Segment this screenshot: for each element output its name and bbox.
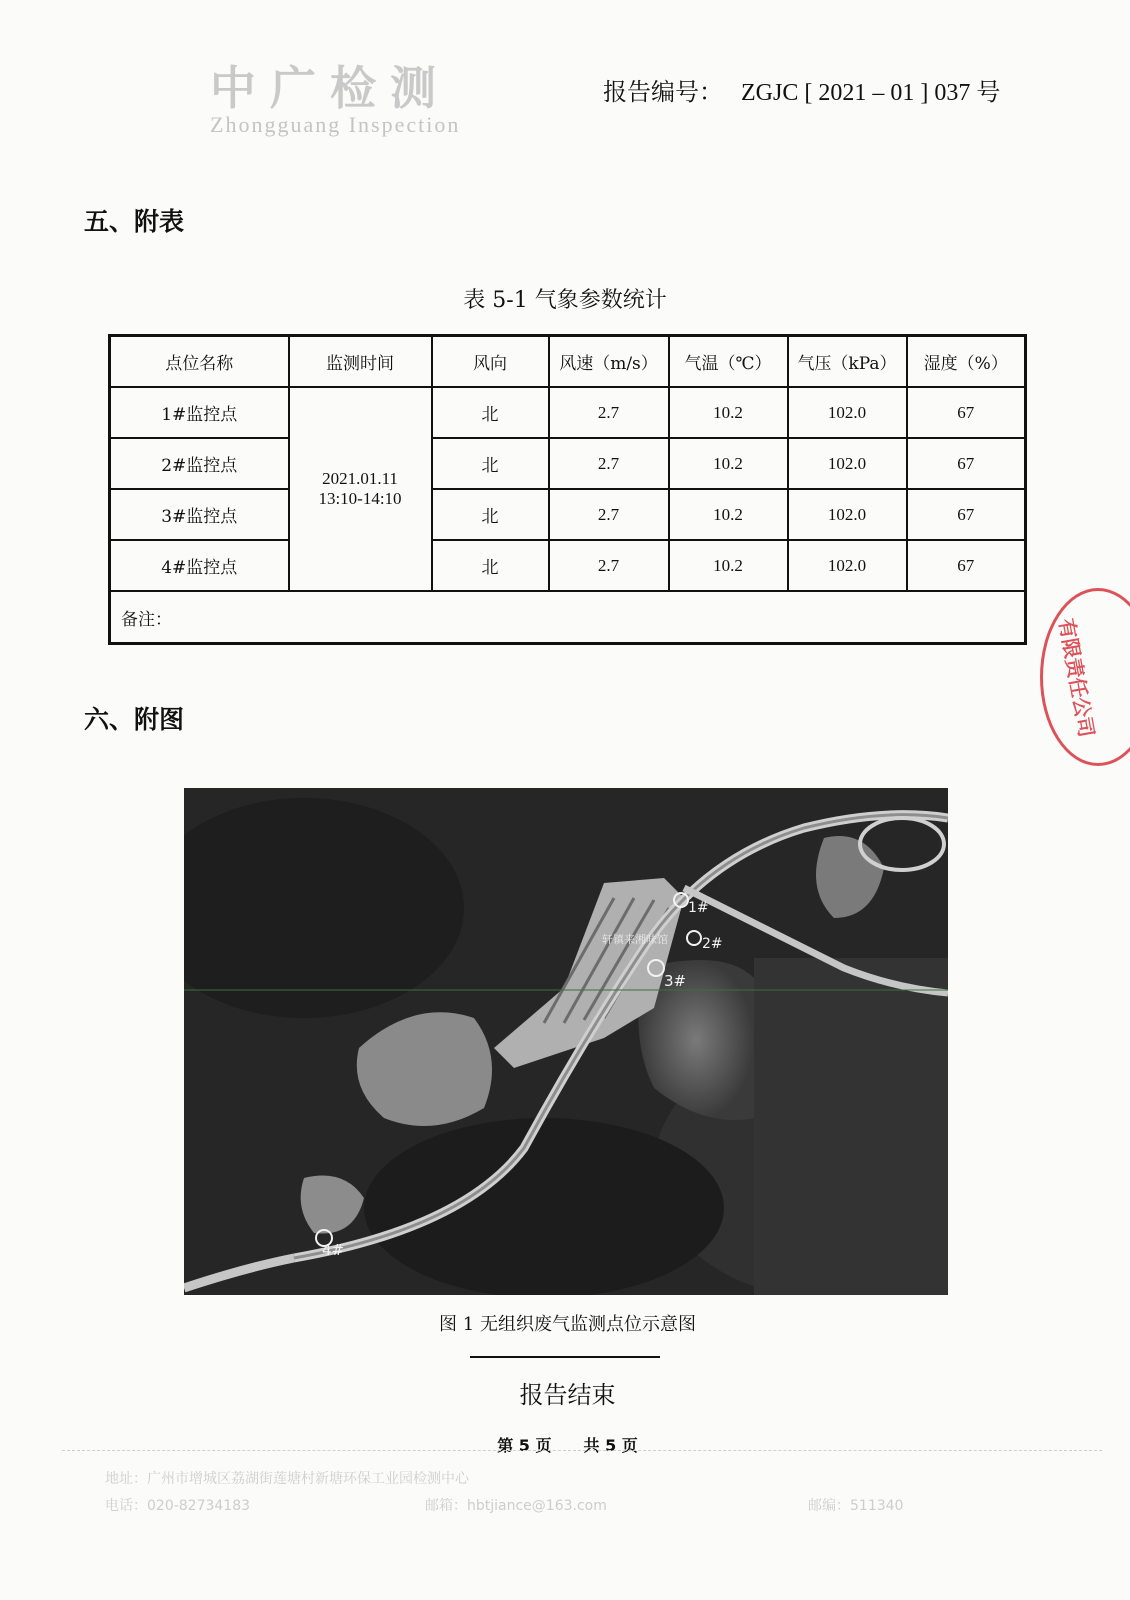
footer-email: 邮箱：hbtjiance@163.com [425, 1498, 607, 1514]
cell-wind-speed: 2.7 [549, 438, 669, 489]
header-wind-speed: 风速（m/s） [549, 336, 669, 388]
header-temperature: 气温（℃） [669, 336, 788, 388]
cell-pressure: 102.0 [788, 540, 907, 591]
cell-wind-direction: 北 [432, 540, 549, 591]
cell-wind-direction: 北 [432, 438, 549, 489]
figure-caption: 图 1 无组织废气监测点位示意图 [439, 1314, 696, 1335]
table-header-row [110, 336, 1026, 388]
map-place-label: 轩镇来湘味馆 [602, 933, 668, 946]
end-divider [470, 1356, 660, 1358]
seal-text: 有限责任公司 [1054, 616, 1099, 739]
cell-pressure: 102.0 [788, 438, 907, 489]
table-row [110, 489, 1026, 540]
cell-humidity: 67 [907, 438, 1026, 489]
header-point: 点位名称 [110, 336, 289, 388]
table-caption: 表 5-1 气象参数统计 [463, 288, 667, 313]
cell-wind-speed: 2.7 [549, 540, 669, 591]
remark-row [110, 591, 1026, 644]
satellite-map-image [184, 788, 948, 1295]
footer-divider [62, 1450, 1102, 1451]
cell-wind-speed: 2.7 [549, 387, 669, 438]
cell-point: 4#监控点 [110, 540, 289, 591]
marker-4-label: 4# [322, 1241, 345, 1259]
cell-monitoring-time [289, 387, 432, 591]
report-end-text: 报告结束 [519, 1381, 616, 1409]
cell-point: 1#监控点 [110, 387, 289, 438]
cell-wind-direction: 北 [432, 489, 549, 540]
cell-temperature: 10.2 [669, 540, 788, 591]
page-total: 共 5 页 [583, 1436, 638, 1455]
header-time: 监测时间 [289, 336, 432, 388]
meteorological-table [108, 334, 1027, 645]
report-number [603, 72, 1000, 107]
header-humidity: 湿度（%） [907, 336, 1026, 388]
table-row [110, 387, 1026, 438]
company-seal-stamp [1040, 588, 1130, 766]
footer-address: 地址：广州市增城区荔湖街莲塘村新塘环保工业园检测中心 [105, 1471, 469, 1487]
report-number-label: 报告编号： [603, 78, 723, 106]
cell-temperature: 10.2 [669, 438, 788, 489]
marker-1-label: 1# [688, 900, 709, 916]
cell-humidity: 67 [907, 489, 1026, 540]
logo-english: Zhongguang Inspection [210, 112, 461, 137]
marker-2-label: 2# [702, 936, 723, 952]
cell-point: 2#监控点 [110, 438, 289, 489]
cell-pressure: 102.0 [788, 387, 907, 438]
footer-phone: 电话：020-82734183 [105, 1498, 251, 1514]
footer-zip: 邮编：511340 [808, 1498, 904, 1514]
table-row [110, 438, 1026, 489]
section-5-title: 五、附表 [84, 207, 185, 236]
report-number-value: ZGJC [ 2021 – 01 ] 037 号 [741, 80, 1001, 106]
cell-humidity: 67 [907, 540, 1026, 591]
cell-temperature: 10.2 [669, 489, 788, 540]
monitoring-time-range: 13:10-14:10 [318, 489, 402, 508]
logo-chinese: 中广检测 [210, 61, 450, 115]
header-wind-direction: 风向 [432, 336, 549, 388]
company-logo [210, 62, 470, 136]
cell-point: 3#监控点 [110, 489, 289, 540]
satellite-map-figure [184, 788, 948, 1295]
page-number [0, 1433, 1130, 1456]
monitoring-date: 2021.01.11 [322, 469, 398, 488]
header-pressure: 气压（kPa） [788, 336, 907, 388]
section-6-title: 六、附图 [84, 705, 185, 734]
page-current: 第 5 页 [497, 1436, 552, 1455]
remark-cell: 备注： [110, 591, 1026, 644]
cell-pressure: 102.0 [788, 489, 907, 540]
cell-temperature: 10.2 [669, 387, 788, 438]
cell-humidity: 67 [907, 387, 1026, 438]
cell-wind-direction: 北 [432, 387, 549, 438]
cell-wind-speed: 2.7 [549, 489, 669, 540]
marker-3-label: 3# [664, 972, 687, 990]
table-row [110, 540, 1026, 591]
